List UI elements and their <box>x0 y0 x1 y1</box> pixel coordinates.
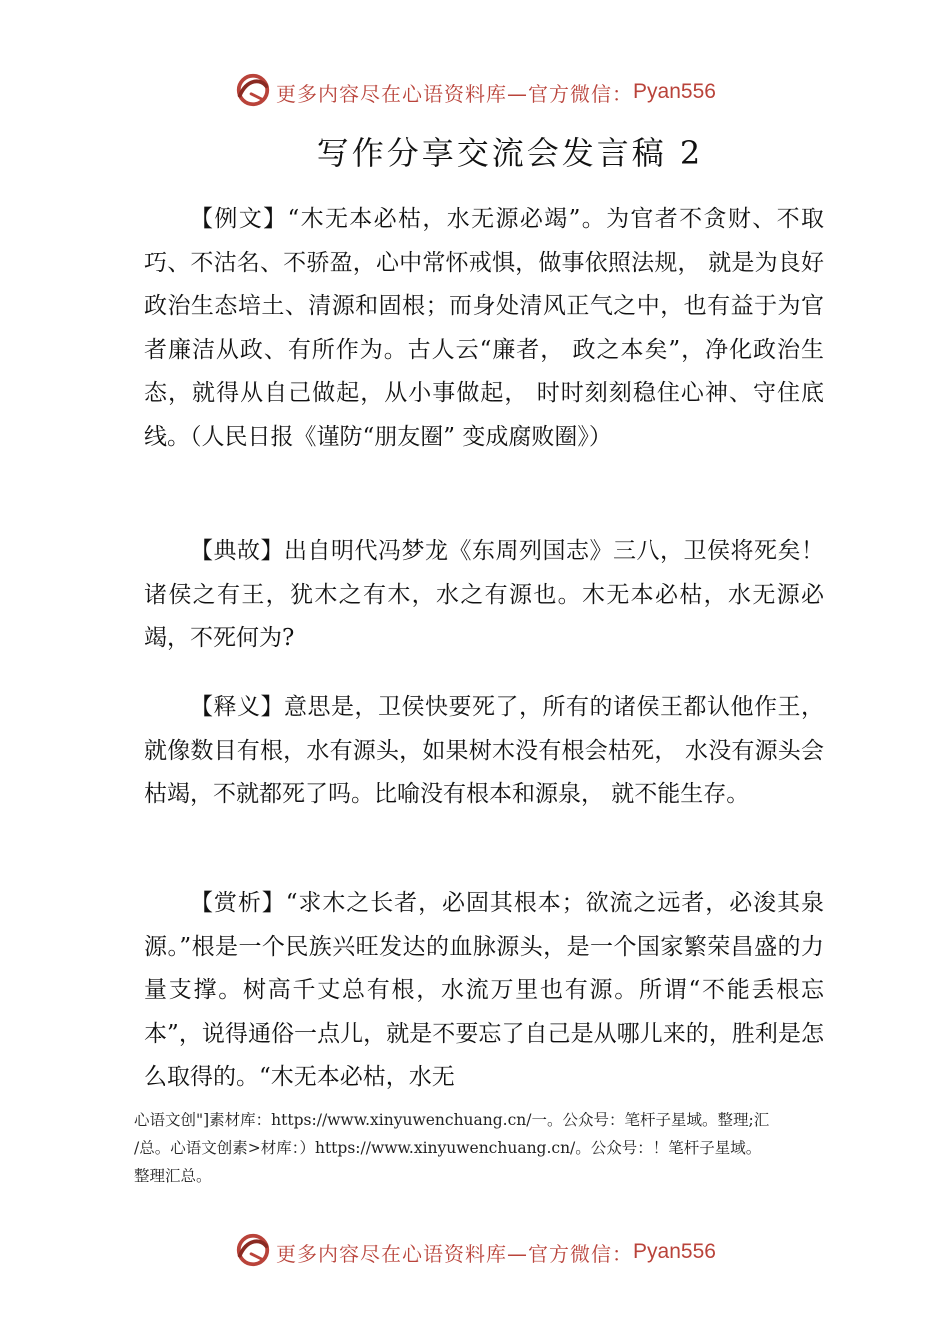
paragraph-allusion: 【典故】出自明代冯梦龙《东周列国志》三八，卫侯将死矣！诸侯之有王，犹木之有木，水之有源也。木无本必枯，水无源必竭，不死何为? <box>144 538 824 651</box>
footer-banner <box>0 1232 950 1272</box>
red-swirl-logo-icon <box>234 1231 276 1274</box>
footer-note-line: 心语文创"]素材库：https://www.xinyuwenchuang.cn/一。公众号：笔杆子星域。整理;汇 <box>134 1111 770 1129</box>
paragraph-example: 【例文】“木无本必枯，水无源必竭”。为官者不贪财、不取巧、不沽名、不骄盈，心中常怀戒惧，做事依照法规， 就是为良好政治生态培土、清源和固根；而身处清风正气之中，也有益于为官者廉洁从政、有所作为。古人云“廉者， 政之本矣”，净化政治生态，就得从自己做起，从小事做起， 时时刻刻稳住心神、守住底线。（人民日报《谨防“朋友圈” 变成腐败圈》） <box>144 206 824 450</box>
banner-text: 更多内容尽在心语资料库—官方微信： <box>276 81 634 106</box>
footer-note-line: 整理汇总。 <box>134 1167 212 1185</box>
footer-note <box>134 1106 834 1190</box>
page-title: 写作分享交流会发言稿 2 <box>316 134 704 172</box>
header-banner <box>0 72 950 112</box>
banner-wechat-id: Pyan556 <box>633 1240 716 1263</box>
paragraph-interpretation: 【释义】意思是，卫侯快要死了，所有的诸侯王都认他作王，就像数目有根，水有源头，如果树木没有根会枯死， 水没有源头会枯竭，不就都死了吗。比喻没有根本和源泉， 就不能生存。 <box>144 694 824 807</box>
paragraph-appreciation: 【赏析】“求木之长者，必固其根本；欲流之远者，必浚其泉源。”根是一个民族兴旺发达的血脉源头，是一个国家繁荣昌盛的力量支撑。树高千丈总有根，水流万里也有源。所谓“不能丢根忘本”，说得通俗一点儿，就是不要忘了自己是从哪儿来的，胜利是怎么取得的。“木无本必枯，水无 <box>144 890 824 1090</box>
footer-note-line: /总。心语文创素>材库：）https://www.xinyuwenchuang.cn/。公众号：！笔杆子星域。 <box>134 1139 762 1157</box>
banner-wechat-id: Pyan556 <box>633 80 716 103</box>
red-swirl-logo-icon <box>234 71 276 114</box>
banner-text: 更多内容尽在心语资料库—官方微信： <box>276 1241 634 1266</box>
